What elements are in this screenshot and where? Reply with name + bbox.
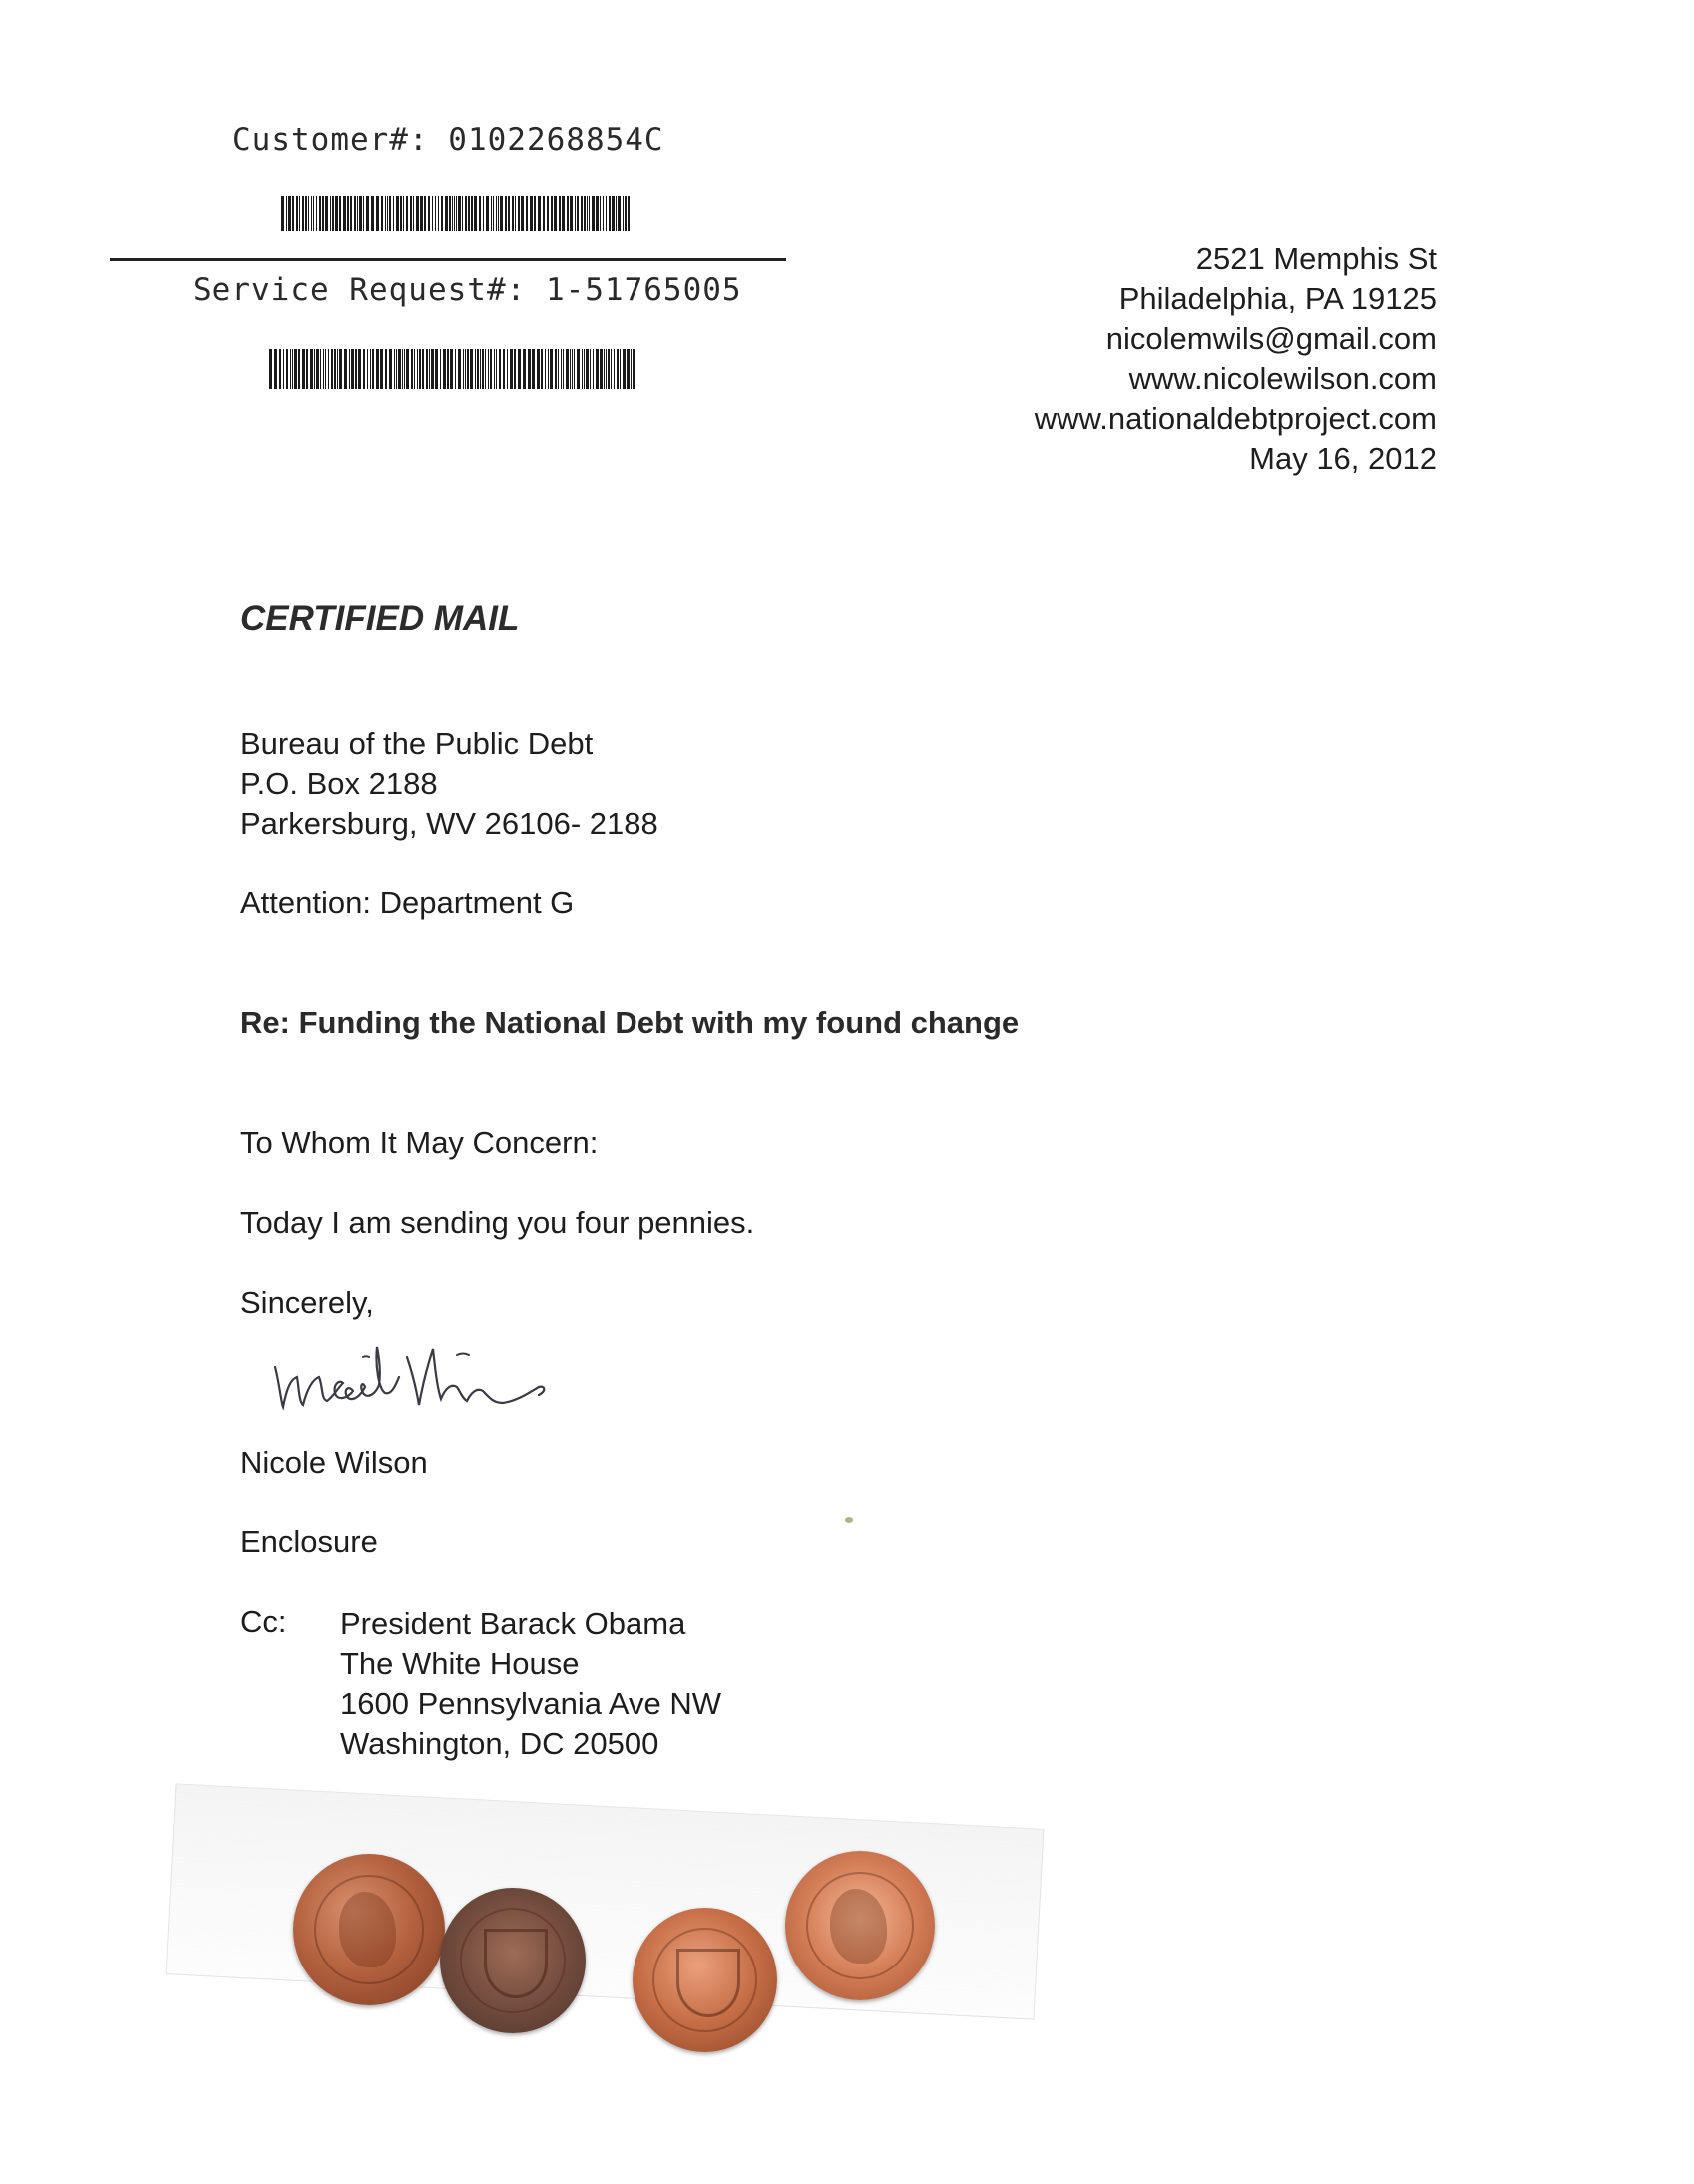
barcode-bar bbox=[314, 349, 315, 389]
barcode-bar bbox=[331, 349, 333, 389]
barcode-bar bbox=[606, 349, 607, 389]
barcode-bar bbox=[547, 196, 549, 231]
barcode-bar bbox=[617, 349, 619, 389]
cc-street: 1600 Pennsylvania Ave NW bbox=[340, 1686, 721, 1721]
barcode-bar bbox=[402, 349, 403, 389]
barcode-bar bbox=[559, 196, 561, 231]
barcode-bar bbox=[570, 349, 571, 389]
barcode-bar bbox=[570, 196, 573, 231]
barcode-bar bbox=[499, 349, 501, 389]
recipient-po-box: P.O. Box 2188 bbox=[240, 766, 438, 801]
barcode-bar bbox=[320, 349, 321, 389]
barcode-bar bbox=[471, 196, 473, 231]
barcode-bar bbox=[403, 196, 404, 231]
penny-lincoln-icon bbox=[293, 1854, 445, 2005]
barcode-bar bbox=[371, 196, 374, 231]
barcode-bar bbox=[447, 349, 449, 389]
barcode-bar bbox=[339, 196, 341, 231]
barcode-bar bbox=[366, 196, 369, 231]
barcode-bar bbox=[385, 196, 386, 231]
barcode-bar bbox=[603, 196, 604, 231]
barcode-bar bbox=[308, 196, 309, 231]
barcode-bar bbox=[562, 196, 565, 231]
barcode-bar bbox=[581, 196, 583, 231]
barcode-bar bbox=[332, 196, 334, 231]
barcode-bar bbox=[313, 196, 314, 231]
sender-project-website: www.nationaldebtproject.com bbox=[1034, 401, 1437, 436]
barcode-bar bbox=[510, 349, 513, 389]
barcode-bar bbox=[325, 349, 326, 389]
cc-city-state-zip: Washington, DC 20500 bbox=[340, 1726, 659, 1761]
barcode-bar bbox=[394, 349, 395, 389]
barcode-bar bbox=[376, 196, 379, 231]
barcode-bar bbox=[288, 196, 291, 231]
barcode-bar bbox=[633, 349, 635, 389]
barcode-bar bbox=[518, 196, 520, 231]
sender-city-state-zip: Philadelphia, PA 19125 bbox=[1118, 281, 1437, 316]
barcode-bar bbox=[515, 196, 516, 231]
barcode-bar bbox=[432, 196, 433, 231]
barcode-bar bbox=[354, 196, 356, 231]
service-request-number: Service Request#: 1-51765005 bbox=[193, 272, 742, 308]
barcode-bar bbox=[604, 349, 605, 389]
barcode-bar bbox=[623, 196, 624, 231]
letter-date: May 16, 2012 bbox=[1249, 441, 1437, 476]
barcode-bar bbox=[350, 196, 352, 231]
barcode-bar bbox=[302, 196, 304, 231]
barcode-bar bbox=[494, 349, 495, 389]
barcode-bar bbox=[545, 349, 546, 389]
barcode-bar bbox=[508, 196, 510, 231]
barcode-bar bbox=[462, 196, 463, 231]
barcode-bar bbox=[555, 349, 557, 389]
customer-number: Customer#: 0102268854C bbox=[232, 122, 664, 158]
barcode-bar bbox=[488, 349, 489, 389]
barcode-bar bbox=[514, 349, 516, 389]
handwritten-signature bbox=[267, 1327, 646, 1437]
barcode-bar bbox=[358, 349, 361, 389]
barcode-bar bbox=[385, 349, 387, 389]
barcode-bar bbox=[458, 196, 461, 231]
attention-line: Attention: Department G bbox=[240, 885, 575, 920]
barcode-bar bbox=[435, 349, 438, 389]
barcode-bar bbox=[429, 349, 430, 389]
sender-email: nicolemwils@gmail.com bbox=[1105, 321, 1437, 356]
barcode-bar bbox=[612, 196, 615, 231]
barcode-bar bbox=[322, 196, 324, 231]
barcode-bar bbox=[620, 349, 621, 389]
barcode-bar bbox=[507, 349, 508, 389]
barcode-bar bbox=[567, 196, 569, 231]
penny-lincoln-icon bbox=[785, 1851, 935, 2000]
barcode-bar bbox=[455, 349, 456, 389]
barcode-bar bbox=[474, 196, 477, 231]
barcode-bar bbox=[548, 349, 549, 389]
barcode-bar bbox=[465, 349, 466, 389]
barcode-bar bbox=[420, 196, 423, 231]
barcode-bar bbox=[306, 349, 308, 389]
barcode-bar bbox=[596, 196, 599, 231]
recipient-name: Bureau of the Public Debt bbox=[240, 726, 594, 761]
certified-mail-heading: CERTIFIED MAIL bbox=[240, 599, 520, 638]
barcode-bar bbox=[443, 349, 446, 389]
barcode-bar bbox=[449, 196, 451, 231]
paper-speck bbox=[845, 1517, 853, 1523]
barcode-bar bbox=[387, 196, 388, 231]
barcode-bar bbox=[328, 349, 329, 389]
barcode-bar bbox=[554, 196, 557, 231]
barcode-bar bbox=[477, 349, 479, 389]
barcode-bar bbox=[577, 196, 579, 231]
barcode-bar bbox=[551, 196, 553, 231]
barcode-bar bbox=[512, 196, 514, 231]
barcode-bar bbox=[344, 349, 347, 389]
barcode-bar bbox=[404, 349, 405, 389]
barcode-bar bbox=[281, 196, 284, 231]
barcode-bar bbox=[534, 196, 536, 231]
barcode-bar bbox=[316, 349, 319, 389]
barcode-bar bbox=[339, 349, 342, 389]
penny-shield-icon bbox=[633, 1908, 777, 2052]
barcode-bar bbox=[530, 196, 533, 231]
barcode-bar bbox=[606, 196, 607, 231]
barcode-bar bbox=[334, 349, 336, 389]
barcode-bar bbox=[631, 349, 632, 389]
barcode-bar bbox=[398, 349, 401, 389]
barcode-bar bbox=[337, 349, 338, 389]
barcode-bar bbox=[480, 349, 481, 389]
barcode-bar bbox=[532, 349, 535, 389]
barcode-bar bbox=[465, 196, 467, 231]
barcode-bar bbox=[500, 196, 503, 231]
barcode-bar bbox=[286, 196, 287, 231]
barcode-bar bbox=[600, 349, 603, 389]
barcode-bar bbox=[566, 349, 569, 389]
barcode-bar bbox=[445, 196, 448, 231]
barcode-bar bbox=[486, 196, 489, 231]
barcode-bar bbox=[490, 349, 492, 389]
barcode-bar bbox=[526, 196, 528, 231]
barcode-bar bbox=[543, 196, 545, 231]
penny-shield-icon bbox=[440, 1888, 586, 2033]
barcode-bar bbox=[416, 196, 419, 231]
barcode-bar bbox=[305, 196, 307, 231]
barcode-bar bbox=[269, 349, 272, 389]
barcode-bar bbox=[505, 196, 507, 231]
barcode-bar bbox=[441, 196, 443, 231]
barcode-bar bbox=[616, 196, 617, 231]
barcode-bar bbox=[563, 349, 564, 389]
barcode-bar bbox=[406, 349, 409, 389]
barcode-bar bbox=[452, 196, 453, 231]
barcode-bar bbox=[572, 349, 573, 389]
barcode-bar bbox=[367, 349, 368, 389]
barcode-bar bbox=[363, 349, 365, 389]
barcode-bar bbox=[323, 349, 324, 389]
barcode-bar bbox=[592, 196, 595, 231]
barcode-bar bbox=[454, 196, 455, 231]
barcode-bar bbox=[440, 349, 441, 389]
barcode-bar bbox=[422, 349, 424, 389]
barcode-bar bbox=[558, 349, 559, 389]
barcode-bar bbox=[292, 349, 293, 389]
barcode-bar bbox=[493, 196, 494, 231]
barcode-bar bbox=[393, 196, 394, 231]
barcode-bar bbox=[431, 349, 434, 389]
barcode-bar bbox=[274, 349, 277, 389]
barcode-bar bbox=[438, 196, 439, 231]
barcode-bar bbox=[298, 349, 300, 389]
barcode-bar bbox=[608, 349, 610, 389]
barcode-bar bbox=[351, 349, 354, 389]
barcode-bar bbox=[523, 349, 526, 389]
barcode-bar bbox=[335, 196, 338, 231]
barcode-bar bbox=[372, 349, 374, 389]
barcode-bar bbox=[349, 349, 350, 389]
barcode-bar bbox=[406, 196, 408, 231]
barcode-bar bbox=[417, 349, 418, 389]
barcode-bar bbox=[589, 196, 590, 231]
barcode-bar bbox=[577, 349, 580, 389]
divider-line bbox=[110, 258, 786, 261]
customer-barcode bbox=[281, 196, 633, 231]
barcode-bar bbox=[496, 196, 497, 231]
barcode-bar bbox=[357, 196, 358, 231]
barcode-bar bbox=[400, 196, 402, 231]
barcode-bar bbox=[450, 349, 453, 389]
barcode-bar bbox=[286, 349, 288, 389]
sender-street: 2521 Memphis St bbox=[1195, 241, 1437, 276]
barcode-bar bbox=[627, 349, 630, 389]
barcode-bar bbox=[316, 196, 317, 231]
barcode-bar bbox=[294, 349, 297, 389]
barcode-bar bbox=[283, 349, 284, 389]
barcode-bar bbox=[528, 349, 531, 389]
barcode-bar bbox=[279, 349, 281, 389]
barcode-bar bbox=[485, 349, 486, 389]
barcode-bar bbox=[463, 349, 464, 389]
barcode-bar bbox=[496, 349, 497, 389]
barcode-bar bbox=[468, 196, 470, 231]
barcode-bar bbox=[376, 349, 379, 389]
barcode-bar bbox=[319, 196, 321, 231]
barcode-bar bbox=[343, 196, 346, 231]
service-request-barcode bbox=[269, 349, 636, 389]
recipient-address bbox=[240, 724, 658, 844]
barcode-bar bbox=[482, 349, 484, 389]
cc-label: Cc: bbox=[240, 1604, 287, 1639]
barcode-bar bbox=[561, 349, 562, 389]
barcode-bar bbox=[359, 196, 362, 231]
barcode-bar bbox=[590, 349, 591, 389]
sender-website: www.nicolewilson.com bbox=[1128, 361, 1437, 396]
sender-address bbox=[1035, 239, 1437, 479]
barcode-bar bbox=[628, 196, 630, 231]
barcode-bar bbox=[435, 196, 436, 231]
enclosure-note: Enclosure bbox=[240, 1525, 378, 1559]
barcode-bar bbox=[419, 349, 421, 389]
barcode-bar bbox=[593, 349, 594, 389]
barcode-bar bbox=[491, 196, 492, 231]
barcode-bar bbox=[299, 196, 300, 231]
barcode-bar bbox=[479, 196, 481, 231]
barcode-bar bbox=[414, 349, 415, 389]
barcode-bar bbox=[618, 196, 621, 231]
barcode-bar bbox=[426, 349, 428, 389]
barcode-bar bbox=[389, 349, 392, 389]
barcode-bar bbox=[330, 196, 331, 231]
barcode-bar bbox=[428, 196, 430, 231]
barcode-bar bbox=[290, 349, 291, 389]
letter-body: Today I am sending you four pennies. bbox=[240, 1205, 755, 1240]
barcode-bar bbox=[550, 349, 553, 389]
barcode-bar bbox=[347, 196, 349, 231]
barcode-bar bbox=[623, 349, 626, 389]
barcode-bar bbox=[310, 349, 313, 389]
barcode-bar bbox=[355, 349, 357, 389]
barcode-bar bbox=[396, 196, 399, 231]
barcode-bar bbox=[537, 349, 540, 389]
barcode-bar bbox=[625, 196, 627, 231]
barcode-bar bbox=[411, 349, 413, 389]
barcode-bar bbox=[609, 196, 611, 231]
barcode-bar bbox=[381, 196, 383, 231]
barcode-bar bbox=[582, 349, 583, 389]
barcode-bar bbox=[413, 196, 414, 231]
barcode-bar bbox=[498, 196, 499, 231]
barcode-bar bbox=[596, 349, 599, 389]
barcode-bar bbox=[325, 196, 328, 231]
barcode-bar bbox=[584, 196, 586, 231]
cc-name: President Barack Obama bbox=[340, 1606, 686, 1641]
cc-address bbox=[340, 1604, 721, 1764]
barcode-bar bbox=[587, 196, 588, 231]
barcode-bar bbox=[370, 349, 371, 389]
barcode-bar bbox=[296, 196, 298, 231]
barcode-bar bbox=[600, 196, 601, 231]
barcode-bar bbox=[470, 349, 473, 389]
barcode-bar bbox=[574, 349, 575, 389]
subject-line: Re: Funding the National Debt with my found change bbox=[240, 1005, 1020, 1040]
salutation: To Whom It May Concern: bbox=[240, 1125, 599, 1160]
barcode-bar bbox=[586, 349, 589, 389]
recipient-city-state-zip: Parkersburg, WV 26106- 2188 bbox=[240, 806, 658, 841]
closing: Sincerely, bbox=[240, 1285, 374, 1320]
barcode-bar bbox=[483, 196, 484, 231]
barcode-bar bbox=[458, 349, 461, 389]
barcode-bar bbox=[503, 349, 505, 389]
barcode-bar bbox=[424, 196, 426, 231]
barcode-bar bbox=[363, 196, 364, 231]
barcode-bar bbox=[292, 196, 294, 231]
barcode-bar bbox=[475, 349, 476, 389]
barcode-bar bbox=[538, 196, 541, 231]
barcode-bar bbox=[611, 349, 612, 389]
barcode-bar bbox=[614, 349, 615, 389]
barcode-bar bbox=[575, 196, 576, 231]
barcode-bar bbox=[541, 349, 543, 389]
barcode-bar bbox=[396, 349, 397, 389]
barcode-bar bbox=[467, 349, 469, 389]
barcode-bar bbox=[456, 196, 457, 231]
barcode-bar bbox=[302, 349, 305, 389]
barcode-bar bbox=[518, 349, 521, 389]
barcode-bar bbox=[311, 196, 312, 231]
barcode-bar bbox=[410, 196, 412, 231]
cc-building: The White House bbox=[340, 1646, 580, 1681]
barcode-bar bbox=[389, 196, 391, 231]
signer-name: Nicole Wilson bbox=[240, 1445, 428, 1480]
barcode-bar bbox=[380, 349, 383, 389]
barcode-bar bbox=[521, 196, 524, 231]
barcode-bar bbox=[584, 349, 585, 389]
